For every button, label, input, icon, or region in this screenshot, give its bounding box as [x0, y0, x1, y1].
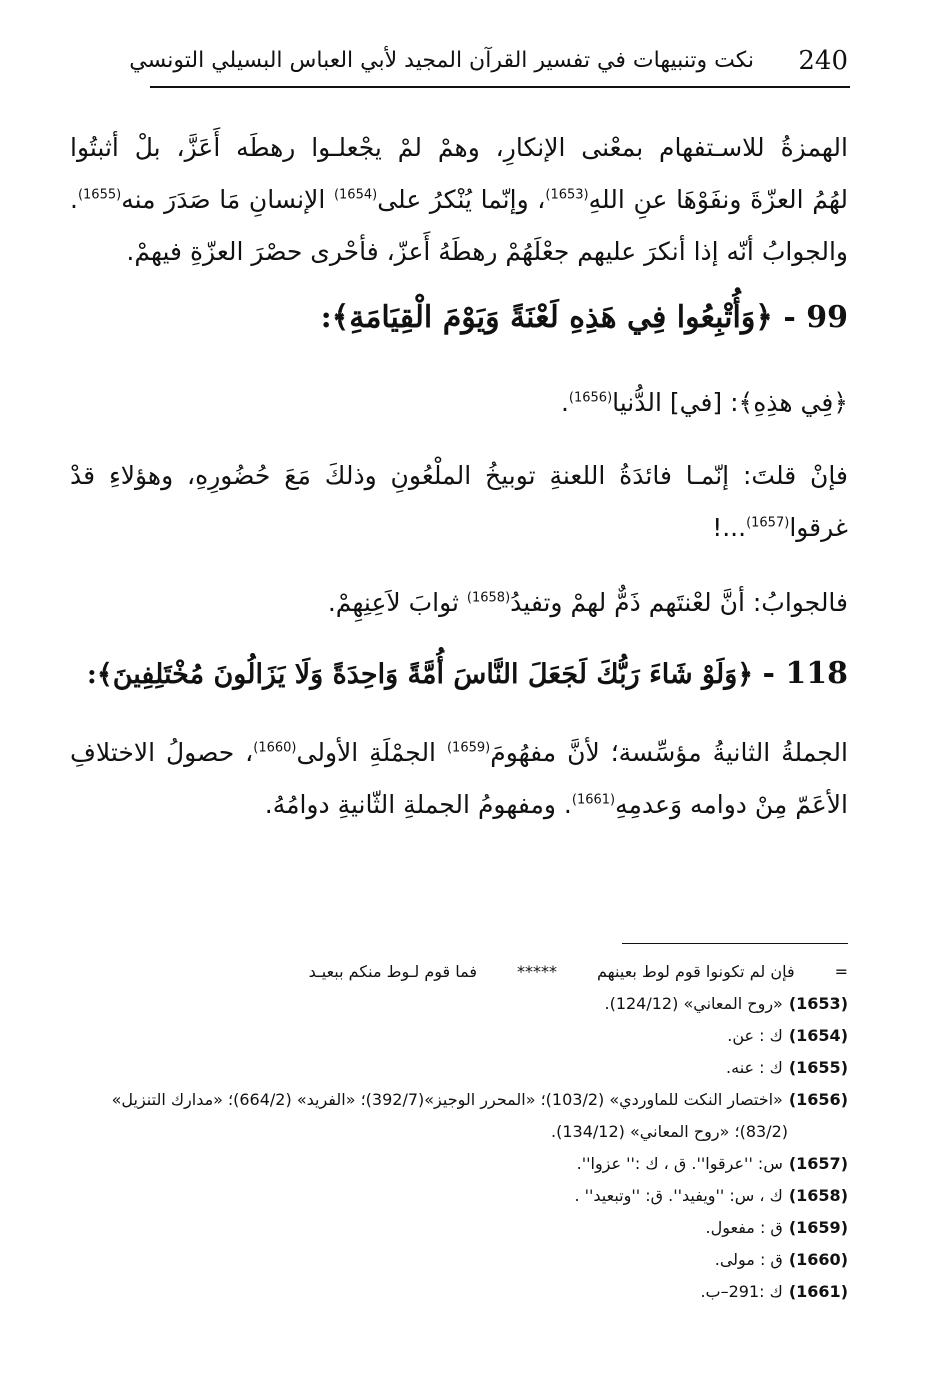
text-line: الأعَمّ مِنْ دوامه وَعدمِهِ$^{(1661)}$. ومفهومُ الجملةِ الثّانيةِ دوامُهُ.	[264, 790, 848, 819]
footnote-1659: (1659)ق : مفعول.	[705, 1218, 848, 1237]
verse-heading-99	[70, 300, 848, 335]
text-line: والجوابُ أنّه إذا أنكرَ عليهم جعْلَهُمْ رهطَهُ أَعزّ، فأحْرى حصْرَ العزّةِ فيهمْ.	[126, 237, 848, 266]
text-line: فالجوابُ: أنَّ لعْنتَهم ذَمٌّ لهمْ وتفيدُ$^{(1658)}$ ثوابَ لاَعِنِهِمْ.	[327, 588, 848, 617]
verse-text: ﴿وَلَوْ شَاءَ رَبُّكَ لَجَعَلَ النَّاسَ أُمَّةً وَاحِدَةً وَلَا يَزَالُونَ مُخْتَلِفِينَ﴾:	[86, 659, 754, 690]
footnote-1655: (1655)ك : عنه.	[726, 1058, 848, 1077]
paragraph-fi-hadhihi	[70, 377, 848, 429]
footnote-1653: (1653)«روح المعاني» (124/12).	[604, 994, 848, 1013]
footnote-ref: (1661)	[571, 792, 616, 808]
text-line: الهمزةُ للاسـتفهام بمعْنى الإنكارِ، وهمْ لمْ يجْعلـوا رهطَه أَعَزَّ، بلْ أثبتُوا	[70, 133, 848, 162]
text-line: لهُمُ العزّةَ ونفَوْهَا عنِ اللهِ$^{(1653)}$، وإنّما يُنْكرُ على$^{(1654)}$ الإنسانِ مَا صَدَرَ منه$^{(1655)}$.	[70, 185, 849, 214]
running-header	[129, 40, 850, 88]
footnote-ref: (1660)	[253, 740, 297, 756]
footnote-ref: (1655)	[77, 187, 122, 203]
book-title: نكت وتنبيهات في تفسير القرآن المجيد لأبي العباس البسيلي التونسي	[129, 48, 754, 73]
footnote-1661: (1661)ك :291–ب.	[700, 1282, 848, 1301]
paragraph-answer	[70, 577, 848, 629]
footnote-ref: (1658)	[466, 590, 511, 606]
footnote-ref: (1654)	[333, 187, 378, 203]
text-line: فإنْ قلتَ: إنّمـا فائدَةُ اللعنةِ توبيخُ الملْعُونِ وذلكَ مَعَ حُضُورِهِ، وهؤلاءِ قدْ	[70, 461, 848, 490]
text-line: الجملةُ الثانيةُ مؤسِّسة؛ لأنَّ مفهُومَ$^{(1659)}$ الجمْلَةِ الأولى$^{(1660)}$، حصولُ الاختلافِ	[70, 738, 848, 767]
poem-hemistich-2: فما قوم لـوط منكم ببعيـد	[308, 962, 478, 981]
poem-separator: *****	[517, 962, 558, 981]
paragraph-second-clause	[70, 727, 848, 831]
paragraph-question	[70, 450, 848, 554]
footnote-separator	[622, 943, 848, 944]
footnote-ref: (1657)	[746, 515, 790, 531]
footnote-1657: (1657)س: ''عرقوا''. ق ، ك :'' عزوا''.	[576, 1154, 848, 1173]
text-line: غرقوا$^{(1657)}$...!	[712, 513, 848, 542]
verse-text: ﴿وَأُتْبِعُوا فِي هَذِهِ لَعْنَةً وَيَوْمَ الْقِيَامَةِ﴾:	[320, 300, 773, 335]
footnote-ref: (1653)	[545, 187, 589, 203]
footnote-1656-cont: (83/2)؛ «روح المعاني» (134/12).	[551, 1122, 788, 1141]
verse-number: 118 -	[762, 656, 848, 691]
footnote-ref: (1656)	[568, 390, 613, 406]
footnote-1656: (1656)«اختصار النكت للماوردي» (103/2)؛ «المحرر الوجيز»(392/7)؛ «الفريد» (664/2)؛ «مدارك التنزيل»	[111, 1090, 848, 1109]
poem-hemistich-1: فإن لم تكونوا قوم لوط بعينهم	[597, 962, 795, 981]
footnote-1660: (1660)ق : مولى.	[714, 1250, 848, 1269]
continuation-marker: =	[834, 962, 848, 981]
footnote-ref: (1659)	[446, 740, 491, 756]
page-number: 240	[798, 46, 848, 76]
footnote-1658: (1658)ك ، س: ''ويفيد''. ق: ''وتبعيد'' .	[574, 1186, 848, 1205]
paragraph-hamza	[70, 122, 848, 278]
verse-number: 99 -	[783, 300, 848, 335]
footnote-1654: (1654)ك : عن.	[727, 1026, 848, 1045]
text-line: ﴿فِي هذِهِ﴾: [في] الدُّنيا$^{(1656)}$.	[560, 388, 848, 417]
footnote-poem-line	[70, 956, 848, 988]
footnotes	[70, 956, 848, 1308]
verse-heading-118	[70, 656, 848, 691]
